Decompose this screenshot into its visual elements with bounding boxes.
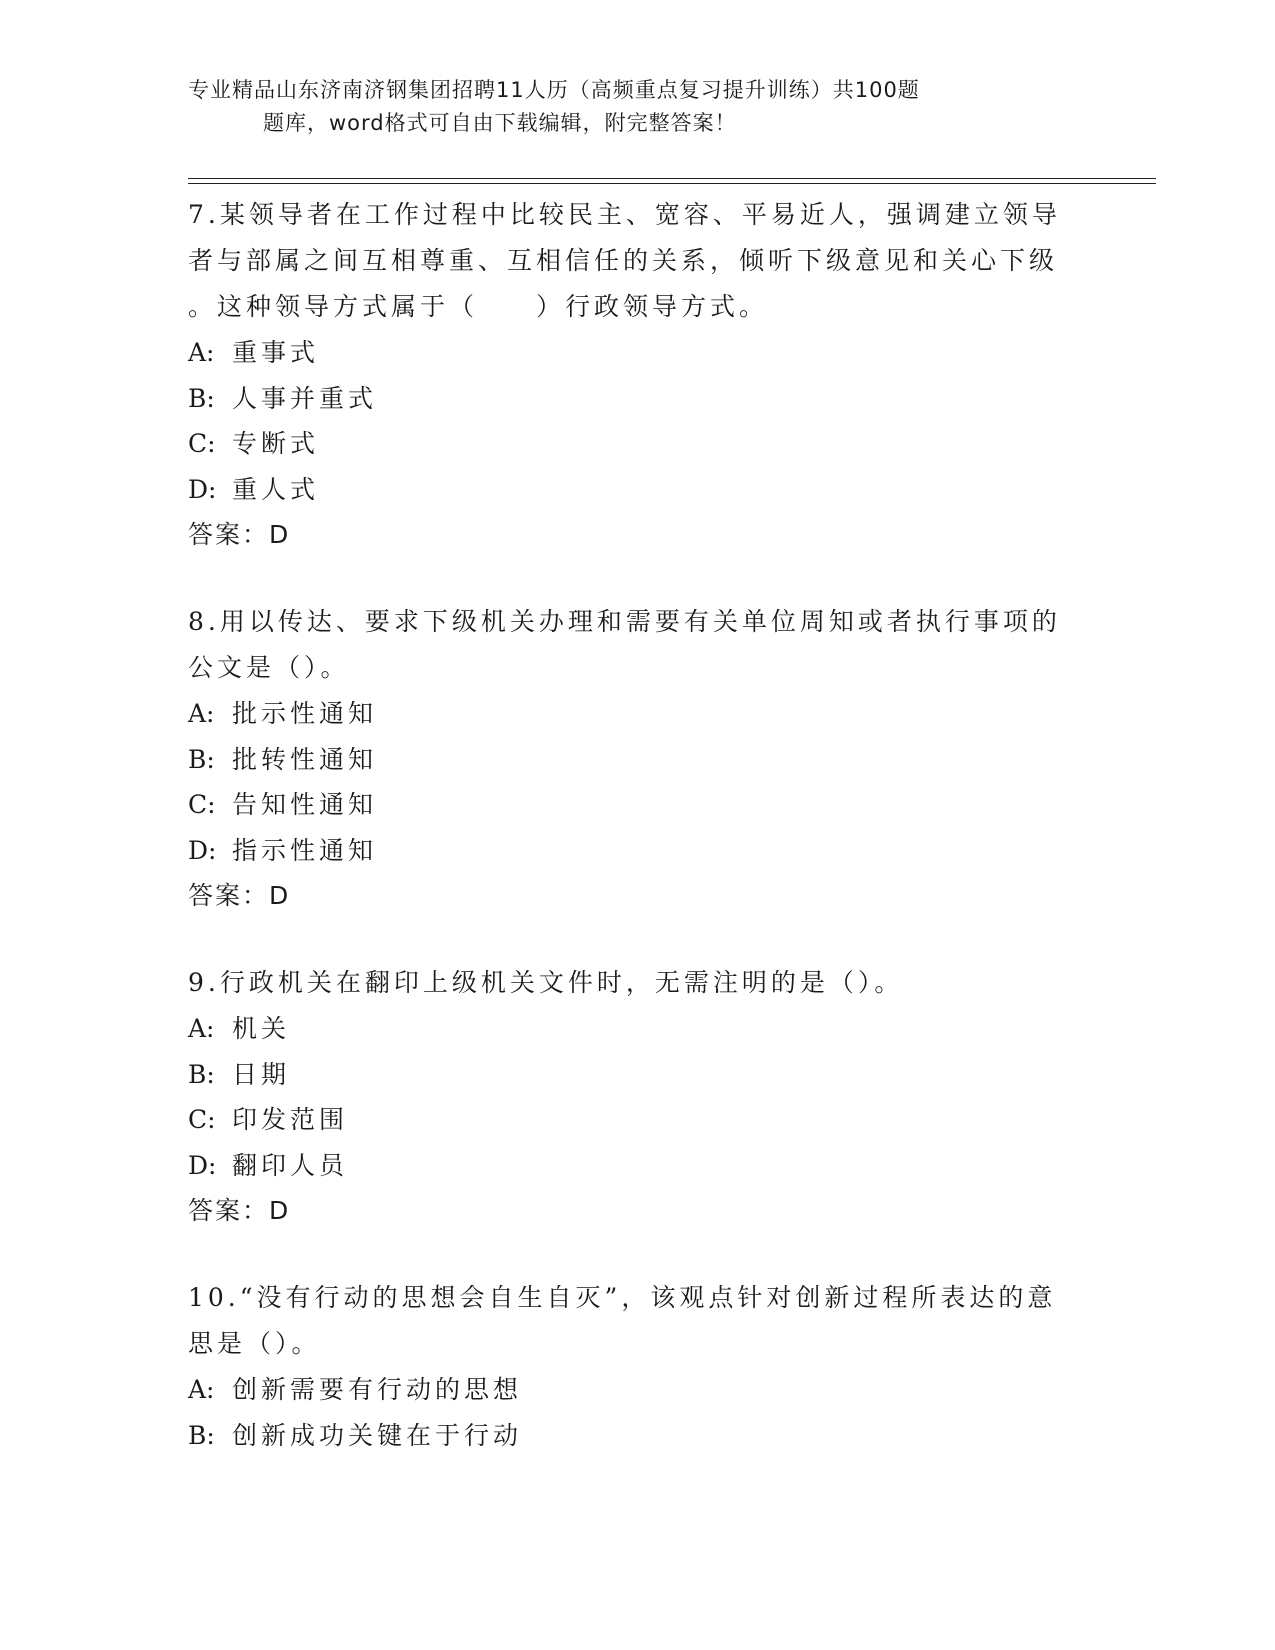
- option-key: B:: [188, 1059, 215, 1089]
- option-b: [188, 1052, 1088, 1098]
- option-key: A:: [188, 338, 215, 367]
- option-text: 批示性通知: [232, 699, 378, 728]
- option-text: 印发范围: [232, 1105, 349, 1134]
- option-d: [188, 467, 1088, 513]
- question-text-line: 公文是（）。: [188, 653, 350, 682]
- option-key: A:: [188, 1375, 215, 1404]
- option-c: [188, 782, 1088, 828]
- option-key: A:: [188, 1014, 215, 1043]
- option-b: [188, 737, 1088, 783]
- option-key: C:: [188, 790, 216, 819]
- header-divider-top: [188, 178, 1156, 179]
- option-text: 日期: [232, 1059, 291, 1089]
- option-key: A:: [188, 699, 215, 728]
- question-7: [188, 192, 1088, 558]
- header-title-line-2: 题库，word格式可自由下载编辑，附完整答案！: [263, 111, 737, 135]
- option-text: 批转性通知: [232, 744, 378, 774]
- answer: 答案：D: [188, 881, 291, 910]
- option-a: [188, 330, 1088, 376]
- option-key: B:: [188, 383, 215, 413]
- option-key: C:: [188, 1105, 216, 1134]
- question-text-line: 9.行政机关在翻印上级机关文件时，无需注明的是（）。: [188, 968, 904, 997]
- option-text: 创新需要有行动的思想: [232, 1375, 523, 1404]
- question-9: [188, 960, 1088, 1234]
- option-key: D:: [188, 835, 217, 865]
- option-key: B:: [188, 1420, 215, 1450]
- option-text: 机关: [232, 1014, 291, 1043]
- option-text: 创新成功关键在于行动: [232, 1420, 523, 1450]
- question-text-line: 。这种领导方式属于（ ）行政领导方式。: [188, 292, 769, 321]
- question-10: [188, 1275, 1088, 1458]
- option-key: D:: [188, 474, 217, 504]
- option-key: D:: [188, 1150, 217, 1180]
- option-a: [188, 1006, 1088, 1052]
- option-b: [188, 376, 1088, 422]
- option-text: 人事并重式: [232, 383, 378, 413]
- question-spacer: [188, 1234, 1088, 1275]
- option-a: [188, 691, 1088, 737]
- option-c: [188, 1097, 1088, 1143]
- question-spacer: [188, 558, 1088, 599]
- header-divider-bottom: [188, 183, 1156, 184]
- question-list: [188, 192, 1088, 1458]
- option-text: 重人式: [232, 474, 320, 504]
- question-text-line: 7.某领导者在工作过程中比较民主、宽容、平易近人，强调建立领导: [188, 200, 1061, 229]
- option-b: [188, 1413, 1088, 1459]
- question-text-line: 者与部属之间互相尊重、互相信任的关系，倾听下级意见和关心下级: [188, 246, 1059, 275]
- answer: 答案：D: [188, 1196, 291, 1225]
- option-text: 翻印人员: [232, 1150, 349, 1180]
- option-d: [188, 1143, 1088, 1189]
- question-text-line: 思是（）。: [188, 1329, 321, 1358]
- option-d: [188, 828, 1088, 874]
- question-spacer: [188, 919, 1088, 960]
- option-text: 专断式: [232, 429, 320, 458]
- document-header: [188, 74, 1088, 140]
- header-title-line-1: 专业精品山东济南济钢集团招聘11人历（高频重点复习提升训练）共100题: [188, 78, 920, 102]
- question-text-line: 10.“没有行动的思想会自生自灭”，该观点针对创新过程所表达的意: [188, 1283, 1057, 1312]
- question-8: [188, 599, 1088, 919]
- option-text: 告知性通知: [232, 790, 378, 819]
- option-text: 重事式: [232, 338, 320, 367]
- option-c: [188, 421, 1088, 467]
- answer: 答案：D: [188, 520, 291, 549]
- option-a: [188, 1367, 1088, 1413]
- option-key: C:: [188, 429, 216, 458]
- option-key: B:: [188, 744, 215, 774]
- option-text: 指示性通知: [232, 835, 378, 865]
- question-text-line: 8.用以传达、要求下级机关办理和需要有关单位周知或者执行事项的: [188, 607, 1061, 636]
